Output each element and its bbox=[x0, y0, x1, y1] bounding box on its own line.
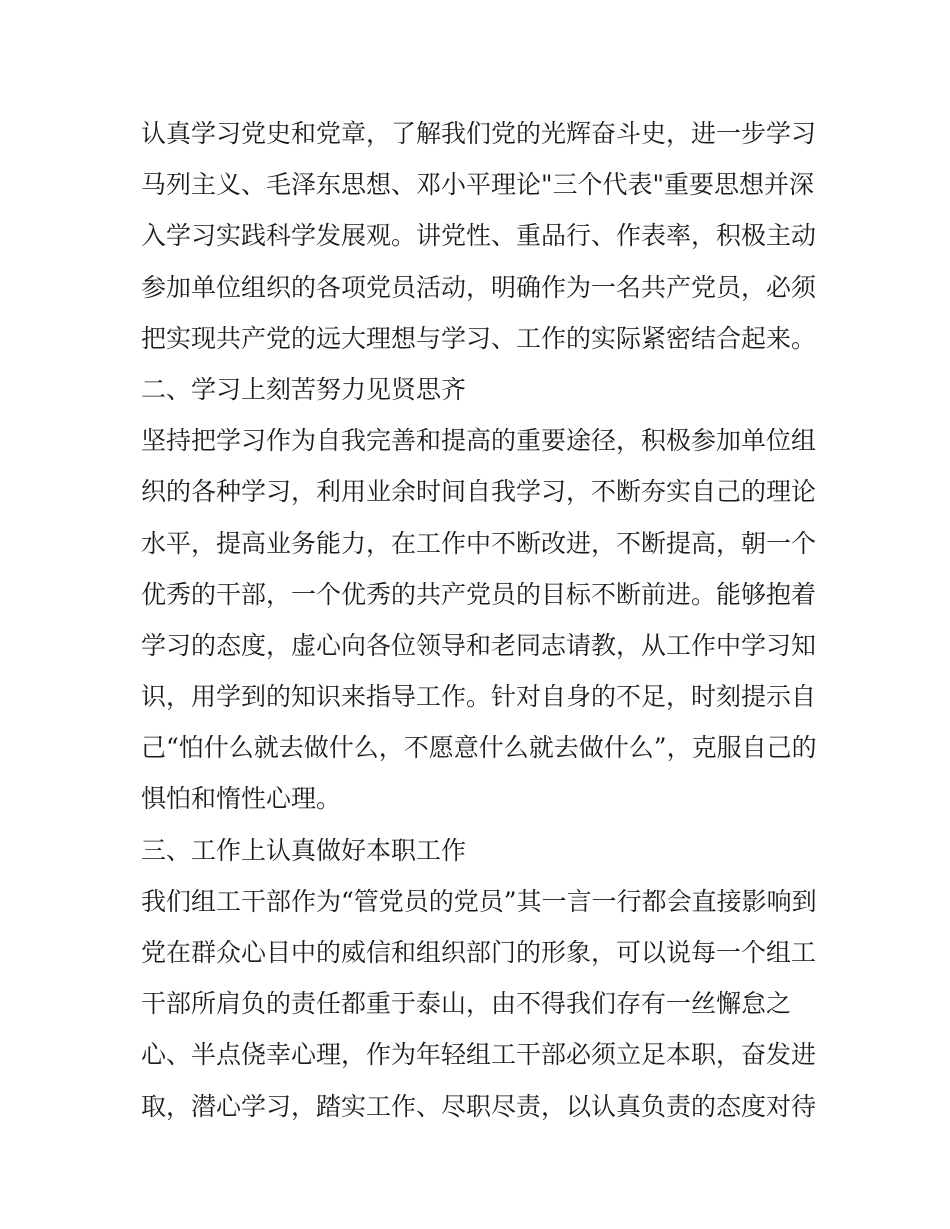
body-text-line: 干部所肩负的责任都重于泰山，由不得我们存有一丝懈怠之 bbox=[141, 989, 792, 1019]
document-body bbox=[141, 108, 821, 1132]
body-text-line: 水平，提高业务能力，在工作中不断改进，不断提高，朝一个 bbox=[141, 528, 817, 558]
section-heading: 二、学习上刻苦努力见贤思齐 bbox=[141, 374, 467, 404]
body-text-line: 优秀的干部，一个优秀的共产党员的目标不断前进。能够抱着 bbox=[141, 579, 817, 609]
section-heading: 三、工作上认真做好本职工作 bbox=[141, 835, 467, 865]
body-text-line: 惧怕和惰性心理。 bbox=[141, 784, 342, 814]
body-text-line: 参加单位组织的各项党员活动，明确作为一名共产党员，必须 bbox=[141, 272, 817, 302]
body-text-line: 己“怕什么就去做什么，不愿意什么就去做什么”，克服自己的 bbox=[141, 733, 817, 763]
body-text-line: 我们组工干部作为“管党员的党员”其一言一行都会直接影响到 bbox=[141, 886, 817, 916]
body-text-line: 心、半点侥幸心理，作为年轻组工干部必须立足本职，奋发进 bbox=[141, 1040, 817, 1070]
body-text-line: 入学习实践科学发展观。讲党性、重品行、作表率，积极主动 bbox=[141, 221, 817, 251]
body-text-line: 认真学习党史和党章，了解我们党的光辉奋斗史，进一步学习 bbox=[141, 119, 817, 148]
body-text-line: 学习的态度，虚心向各位领导和老同志请教，从工作中学习知 bbox=[141, 630, 817, 660]
body-text-line: 党在群众心目中的威信和组织部门的形象，可以说每一个组工 bbox=[141, 938, 817, 967]
body-text-line: 马列主义、毛泽东思想、邓小平理论"三个代表"重要思想并深 bbox=[141, 170, 815, 200]
body-text-line: 坚持把学习作为自我完善和提高的重要途径，积极参加单位组 bbox=[141, 426, 817, 456]
body-text-line: 识，用学到的知识来指导工作。针对自身的不足，时刻提示自 bbox=[141, 682, 817, 712]
body-text-line: 取，潜心学习，踏实工作、尽职尽责，以认真负责的态度对待 bbox=[141, 1091, 817, 1121]
body-text-line: 织的各种学习，利用业余时间自我学习，不断夯实自己的理论 bbox=[141, 477, 817, 507]
body-text-line: 把实现共产党的远大理想与学习、工作的实际紧密结合起来。 bbox=[141, 323, 817, 353]
